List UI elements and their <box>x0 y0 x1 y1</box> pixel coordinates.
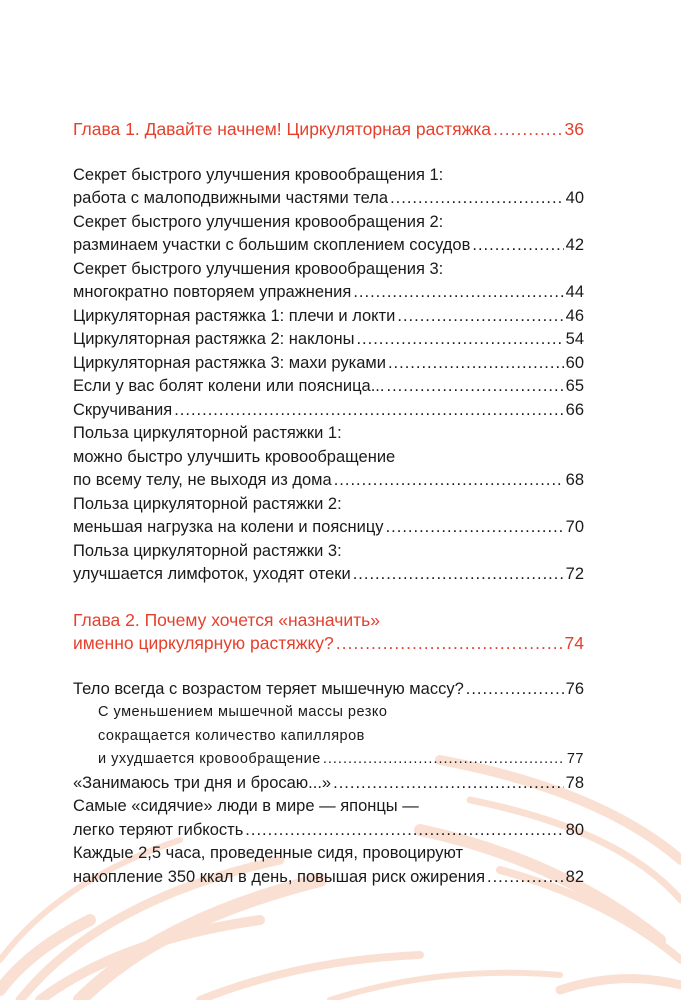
page-number: 68 <box>565 471 584 489</box>
chapter-title-line-1: Глава 2. Почему хочется «назначить» <box>73 609 381 630</box>
entry-text: Самые «сидячие» люди в мире — японцы — <box>73 797 419 815</box>
chapter-1-entries <box>73 164 584 587</box>
page-number: 82 <box>565 867 584 886</box>
chapter-2-entries <box>73 678 584 890</box>
toc-chapter-1[interactable] <box>73 118 584 142</box>
leader-dots <box>323 748 565 772</box>
leader-dots <box>493 118 562 142</box>
toc-entry[interactable] <box>73 305 584 329</box>
entry-text: Польза циркуляторной растяжки 1: <box>73 424 342 442</box>
entry-text: Секрет быстрого улучшения кровообращения 3: <box>73 259 444 278</box>
leader-dots <box>353 563 564 587</box>
page-number: 80 <box>565 820 584 839</box>
page-number: 77 <box>566 751 584 767</box>
entry-text: легко теряют гибкость <box>73 820 244 839</box>
page-number: 60 <box>565 353 584 372</box>
page-number: 66 <box>565 400 584 419</box>
page-number: 78 <box>565 773 584 792</box>
entry-text: Тело всегда с возрастом теряет мышечную массу? <box>73 679 464 698</box>
entry-text: Польза циркуляторной растяжки 2: <box>73 494 342 513</box>
toc-chapter-2[interactable] <box>73 609 584 656</box>
page-number: 76 <box>565 679 584 698</box>
leader-dots <box>386 516 564 540</box>
leader-dots <box>336 632 563 656</box>
entry-text: Если у вас болят колени или поясница... <box>73 377 385 395</box>
page-number: 42 <box>565 236 584 254</box>
page-number: 65 <box>565 377 584 395</box>
entry-text: «Занимаюсь три дня и бросаю...» <box>73 773 332 792</box>
leader-dots <box>388 352 564 376</box>
leader-dots <box>356 328 563 352</box>
entry-text: Секрет быстрого улучшения кровообращения 1: <box>73 165 444 184</box>
page-number: 40 <box>565 189 584 207</box>
entry-text: работа с малоподвижными частями тела <box>73 189 389 207</box>
toc-entry[interactable] <box>73 540 584 587</box>
entry-text: меньшая нагрузка на колени и поясницу <box>73 518 384 536</box>
entry-text: Секрет быстрого улучшения кровообращения 2: <box>73 212 444 231</box>
chapter-title: Глава 1. Давайте начнем! Циркуляторная растяжка <box>73 119 492 139</box>
leader-dots <box>472 234 563 258</box>
entry-text: улучшается лимфоток, уходят отеки <box>73 565 351 583</box>
toc-entry[interactable] <box>73 164 584 211</box>
entry-text: накопление 350 ккал в день, повышая риск ожирения <box>73 867 486 886</box>
leader-dots <box>487 866 564 890</box>
entry-text: можно быстро улучшить кровообращение <box>73 447 396 466</box>
leader-dots <box>397 305 563 329</box>
toc-entry[interactable] <box>73 795 584 842</box>
leader-dots <box>386 375 563 399</box>
leader-dots <box>174 399 563 423</box>
toc-entry[interactable] <box>73 399 584 423</box>
entry-text: С уменьшением мышечной массы резко <box>98 704 388 720</box>
toc-entry[interactable] <box>73 352 584 376</box>
entry-text: Циркуляторная растяжка 1: плечи и локти <box>73 306 396 325</box>
toc-entry[interactable] <box>73 772 584 796</box>
page-number: 44 <box>565 283 584 301</box>
entry-text: многократно повторяем упражнения <box>73 283 352 301</box>
entry-text: по всему телу, не выходя из дома <box>73 471 332 489</box>
toc-entry[interactable] <box>73 678 584 702</box>
entry-text: Польза циркуляторной растяжки 3: <box>73 541 342 560</box>
entry-text: сокращается количество капилляров <box>98 727 365 744</box>
leader-dots <box>353 281 563 305</box>
page-number: 54 <box>565 330 584 348</box>
leader-dots <box>245 819 563 843</box>
toc-entry[interactable] <box>73 375 584 399</box>
page-number: 36 <box>564 119 584 139</box>
toc-entry[interactable] <box>73 422 584 493</box>
page-number: 74 <box>564 633 584 653</box>
entry-text: Каждые 2,5 часа, проведенные сидя, провоцируют <box>73 844 464 862</box>
toc-entry[interactable] <box>73 258 584 305</box>
leader-dots <box>466 678 564 702</box>
entry-text: Скручивания <box>73 400 173 419</box>
page-number: 70 <box>565 518 584 536</box>
toc-entry[interactable] <box>73 493 584 540</box>
leader-dots <box>390 187 564 211</box>
leader-dots <box>333 772 564 796</box>
leader-dots <box>334 469 564 493</box>
toc-entry[interactable] <box>73 842 584 889</box>
chapter-title-line-2: именно циркулярную растяжку? <box>73 633 334 653</box>
page-number: 72 <box>565 565 584 583</box>
toc-entry[interactable] <box>73 211 584 258</box>
toc-entry[interactable] <box>73 328 584 352</box>
table-of-contents <box>73 118 584 889</box>
toc-entry[interactable] <box>73 701 584 772</box>
page-number: 46 <box>565 306 584 325</box>
entry-text: разминаем участки с большим скоплением сосудов <box>73 236 471 254</box>
entry-text: Циркуляторная растяжка 2: наклоны <box>73 330 355 348</box>
entry-text: и ухудшается кровообращение <box>98 751 321 767</box>
entry-text: Циркуляторная растяжка 3: махи руками <box>73 353 386 372</box>
